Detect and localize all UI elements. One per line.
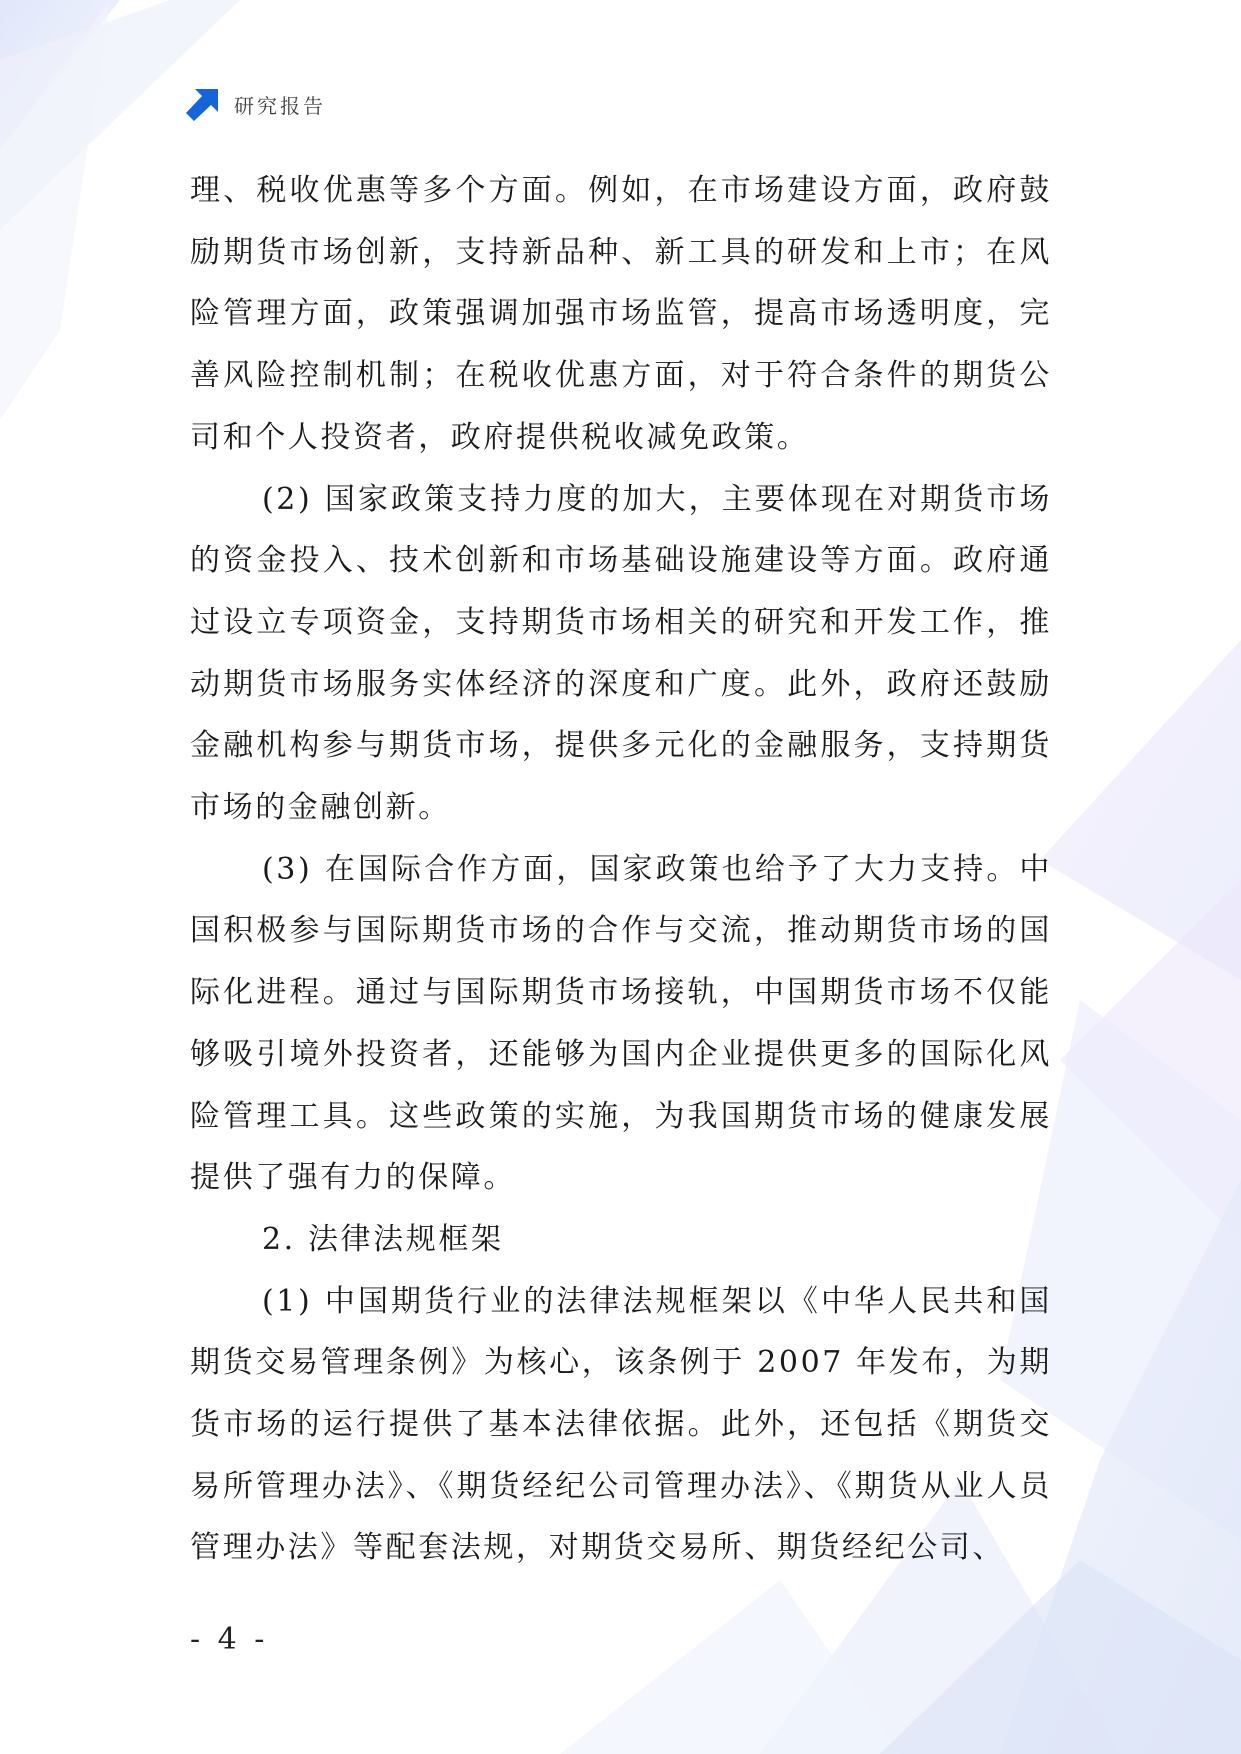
paragraph: 理、税收优惠等多个方面。例如，在市场建设方面，政府鼓励期货市场创新，支持新品种、新工具的研发和上市；在风险管理方面，政策强调加强市场监管，提高市场透明度，完善风险控制机制；在税收优惠方面，对于符合条件的期货公司和个人投资者，政府提供税收减免政策。: [190, 173, 1052, 455]
header-title: 研究报告: [234, 93, 326, 118]
paragraph: (3) 在国际合作方面，国家政策也给予了大力支持。中国积极参与国际期货市场的合作与交流，推动期货市场的国际化进程。通过与国际期货市场接轨，中国期货市场不仅能够吸引境外投资者，还能够为国内企业提供更多的国际化风险管理工具。这些政策的实施，为我国期货市场的健康发展提供了强有力的保障。: [190, 851, 1052, 1196]
page-number: - 4 -: [190, 1622, 269, 1657]
arrow-up-right-icon: [186, 87, 220, 121]
paragraph: (2) 国家政策支持力度的加大，主要体现在对期货市场的资金投入、技术创新和市场基础设施建设等方面。政府通过设立专项资金，支持期货市场相关的研究和开发工作，推动期货市场服务实体经济的深度和广度。此外，政府还鼓励金融机构参与期货市场，提供多元化的金融服务，支持期货市场的金融创新。: [190, 481, 1052, 826]
section-heading: 2. 法律法规框架: [262, 1221, 504, 1257]
paragraph: (1) 中国期货行业的法律法规框架以《中华人民共和国期货交易管理条例》为核心，该条例于 2007 年发布，为期货市场的运行提供了基本法律依据。此外，还包括《期货交易所管理办法》、《期货经纪公司管理办法》、《期货从业人员管理办法》等配套法规，对期货交易所、期货经纪公司、: [190, 1283, 1052, 1566]
report-header: [186, 86, 326, 122]
document-body: [190, 160, 1052, 1579]
